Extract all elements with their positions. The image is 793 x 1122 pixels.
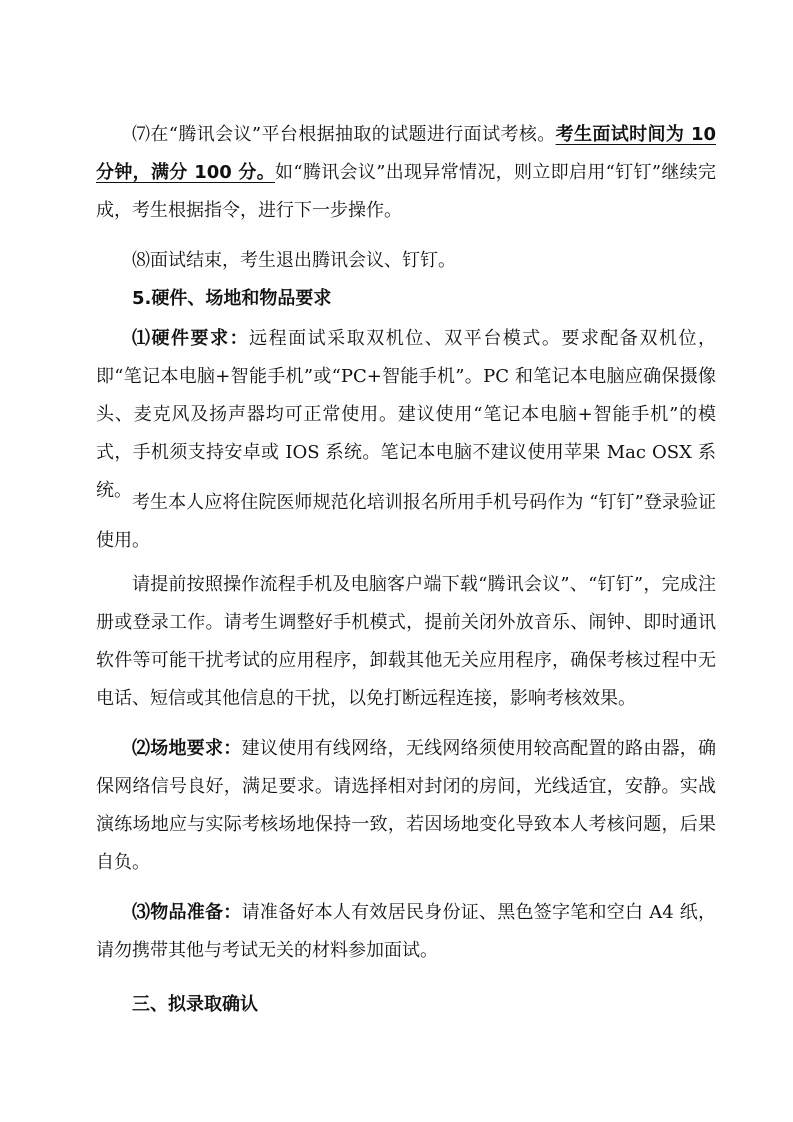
paragraph-hardware-requirements <box>96 320 716 510</box>
paragraph-download-instructions: 请提前按照操作流程手机及电脑客户端下载“腾讯会议”、“钉钉”，完成注册或登录工作。请考生调整好手机模式，提前关闭外放音乐、闹钟、即时通讯软件等可能干扰考试的应用程序，卸载其他无关应用程序，确保考核过程中无电话、短信或其他信息的干扰，以免打断远程连接，影响考核效果。 <box>96 574 716 709</box>
items-label: ⑶物品准备： <box>132 902 242 923</box>
paragraph-venue-requirements <box>96 730 716 882</box>
paragraph-phone-number: 考生本人应将住院医师规范化培训报名所用手机号码作为 “钉钉”登录验证使用。 <box>96 492 716 551</box>
venue-label: ⑵场地要求： <box>132 738 242 759</box>
paragraph-step-8: ⑻面试结束，考生退出腾讯会议、钉钉。 <box>132 250 456 271</box>
paragraph-items-preparation <box>96 894 716 970</box>
interview-duration-emphasis: 考生面试时间为 10 分钟，满分 100 分。 <box>96 124 716 183</box>
step-7-text-b: 如“腾讯会议”出现异常情况，则立即启用“钉钉”继续完成，考生根据指令，进行下一步操作。 <box>96 162 716 221</box>
section-3-heading: 三、拟录取确认 <box>132 994 258 1015</box>
hardware-label: ⑴硬件要求： <box>132 328 250 349</box>
step-7-text-a: ⑺在“腾讯会议”平台根据抽取的试题进行面试考核。 <box>132 124 556 145</box>
paragraph-step-7 <box>96 116 716 230</box>
section-5-heading: 5.硬件、场地和物品要求 <box>132 288 332 309</box>
hardware-text: 远程面试采取双机位、双平台模式。要求配备双机位，即“笔记本电脑+智能手机”或“PC+智能手机”。PC 和笔记本电脑应确保摄像头、麦克风及扬声器均可正常使用。建议使用“笔记本电脑+智能手机”的模式，手机须支持安卓或 IOS 系统。笔记本电脑不建议使用苹果 Mac OSX 系统。 <box>96 328 717 501</box>
items-text: 请准备好本人有效居民身份证、黑色签字笔和空白 A4 纸，请勿携带其他与考试无关的材料参加面试。 <box>96 902 716 961</box>
venue-text: 建议使用有线网络，无线网络须使用较高配置的路由器，确保网络信号良好，满足要求。请选择相对封闭的房间，光线适宜，安静。实战演练场地应与实际考核场地保持一致，若因场地变化导致本人考核问题，后果自负。 <box>96 738 717 873</box>
